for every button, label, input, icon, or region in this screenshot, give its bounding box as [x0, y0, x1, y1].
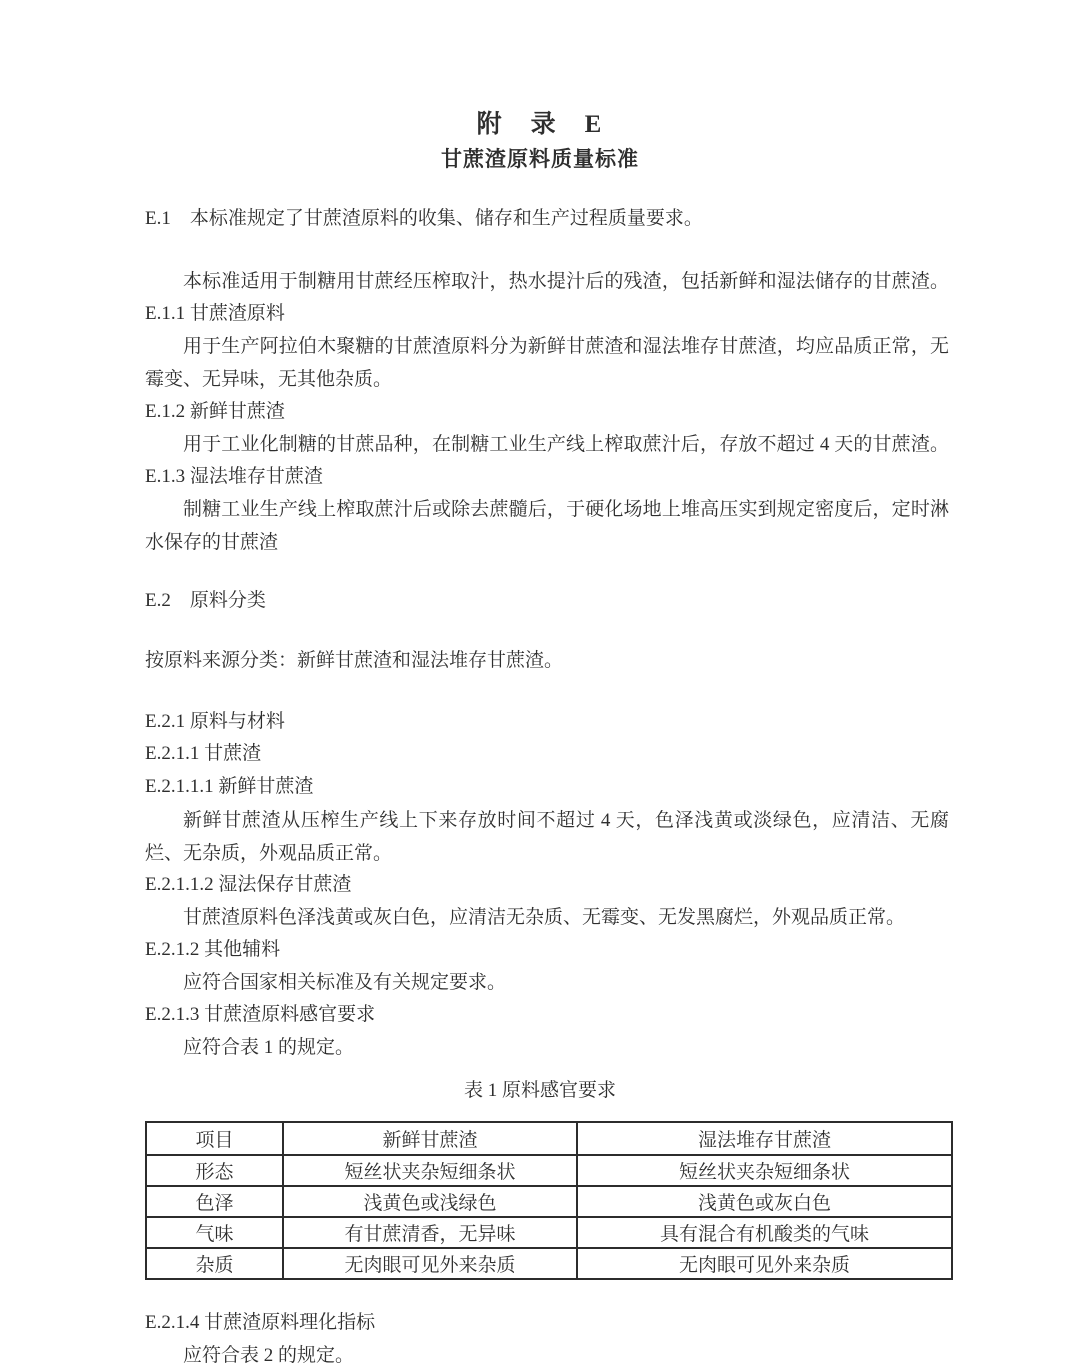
table-header-fresh: 新鲜甘蔗渣 [283, 1122, 577, 1155]
para-table2-ref: 应符合表 2 的规定。 [183, 1345, 355, 1366]
table-row-odor [146, 1217, 952, 1248]
appendix-subtitle: 甘蔗渣原料质量标准 [441, 147, 639, 171]
heading-e2-1: E.2.1 原料与材料 [145, 711, 285, 732]
table-cell: 短丝状夹杂短细条状 [577, 1155, 952, 1186]
para-auxiliary: 应符合国家相关标准及有关规定要求。 [183, 972, 507, 993]
table-cell: 气味 [146, 1217, 283, 1248]
table-1-title: 表 1 原料感官要求 [463, 1080, 616, 1101]
table-cell: 形态 [146, 1155, 283, 1186]
heading-e2-1-4: E.2.1.4 甘蔗渣原料理化指标 [145, 1312, 376, 1333]
table-cell: 浅黄色或灰白色 [577, 1186, 952, 1217]
para-e1-1-line2: 霉变、无异味，无其他杂质。 [145, 369, 393, 390]
table-cell: 短丝状夹杂短细条状 [283, 1155, 577, 1186]
para-e1-2: 用于工业化制糖的甘蔗品种，在制糖工业生产线上榨取蔗汁后，存放不超过 4 天的甘蔗渣。 [183, 434, 949, 455]
table-cell: 浅黄色或浅绿色 [283, 1186, 577, 1217]
para-e1-3-line1: 制糖工业生产线上榨取蔗汁后或除去蔗髓后，于硬化场地上堆高压实到规定密度后，定时淋 [183, 499, 949, 520]
heading-e2-1-2: E.2.1.2 其他辅料 [145, 939, 281, 960]
table-cell: 有甘蔗清香，无异味 [283, 1217, 577, 1248]
table-row-impurity [146, 1248, 952, 1279]
table-cell: 无肉眼可见外来杂质 [577, 1248, 952, 1279]
table-header-wet: 湿法堆存甘蔗渣 [577, 1122, 952, 1155]
table-cell: 杂质 [146, 1248, 283, 1279]
table-row-shape [146, 1155, 952, 1186]
para-fresh-line2: 烂、无杂质，外观品质正常。 [145, 843, 393, 864]
heading-e2-1-1: E.2.1.1 甘蔗渣 [145, 743, 262, 764]
para-wet-stored: 甘蔗渣原料色泽浅黄或灰白色，应清洁无杂质、无霉变、无发黑腐烂，外观品质正常。 [183, 907, 906, 928]
heading-e1-2: E.1.2 新鲜甘蔗渣 [145, 401, 285, 422]
table-row-color [146, 1186, 952, 1217]
heading-e2-1-1-1: E.2.1.1.1 新鲜甘蔗渣 [145, 776, 314, 797]
para-e2-classification: 按原料来源分类：新鲜甘蔗渣和湿法堆存甘蔗渣。 [145, 650, 564, 671]
para-e1-1-line1: 用于生产阿拉伯木聚糖的甘蔗渣原料分为新鲜甘蔗渣和湿法堆存甘蔗渣，均应品质正常，无 [183, 336, 949, 357]
table-header-item: 项目 [146, 1122, 283, 1155]
table-cell: 具有混合有机酸类的气味 [577, 1217, 952, 1248]
clause-e1: E.1 本标准规定了甘蔗渣原料的收集、储存和生产过程质量要求。 [145, 208, 703, 229]
clause-e2: E.2 原料分类 [145, 590, 266, 611]
heading-e2-1-1-2: E.2.1.1.2 湿法保存甘蔗渣 [145, 874, 352, 895]
table-cell: 无肉眼可见外来杂质 [283, 1248, 577, 1279]
heading-e1-1: E.1.1 甘蔗渣原料 [145, 303, 285, 324]
table-cell: 色泽 [146, 1186, 283, 1217]
para-scope: 本标准适用于制糖用甘蔗经压榨取汁，热水提汁后的残渣，包括新鲜和湿法储存的甘蔗渣。 [183, 271, 949, 292]
para-e1-3-line2: 水保存的甘蔗渣 [145, 532, 279, 553]
para-table1-ref: 应符合表 1 的规定。 [183, 1037, 355, 1058]
appendix-title: 附 录 E [476, 111, 604, 138]
heading-e1-3: E.1.3 湿法堆存甘蔗渣 [145, 466, 323, 487]
sensory-requirements-table [145, 1121, 953, 1280]
table-header-row [146, 1122, 952, 1155]
para-fresh-line1: 新鲜甘蔗渣从压榨生产线上下来存放时间不超过 4 天，色泽浅黄或淡绿色，应清洁、无腐 [183, 810, 949, 831]
heading-e2-1-3: E.2.1.3 甘蔗渣原料感官要求 [145, 1004, 376, 1025]
